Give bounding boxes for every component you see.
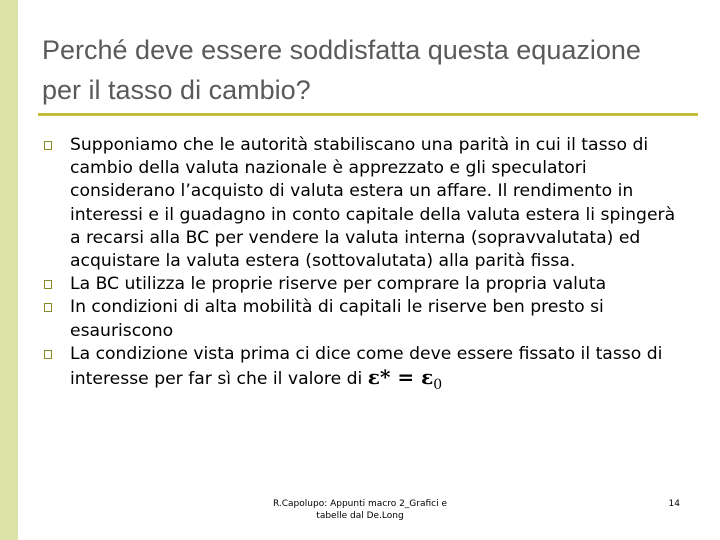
footer-credit — [240, 498, 480, 522]
bullet-text: La condizione vista prima ci dice come deve essere fissato il tasso di interesse per far sì che il valore di — [70, 343, 663, 390]
title-divider — [38, 113, 698, 116]
footer-line-1: R.Capolupo: Appunti macro 2_Grafici e — [272, 499, 448, 509]
decorative-left-bar — [0, 0, 18, 540]
bullet-list — [44, 134, 684, 397]
square-bullet-icon — [44, 280, 52, 289]
square-bullet-icon — [44, 141, 52, 150]
square-bullet-icon — [44, 350, 52, 359]
bullet-item — [44, 273, 684, 296]
math-expression — [367, 365, 443, 394]
bullet-text: In condizioni di alta mobilità di capitali le riserve ben presto si esauriscono — [70, 297, 604, 341]
square-bullet-icon — [44, 303, 52, 312]
math-subscript: 0 — [433, 377, 443, 394]
bullet-item — [44, 296, 684, 342]
page-number: 14 — [668, 499, 680, 509]
footer-line-2: tabelle dal De.Long — [316, 511, 404, 521]
math-lhs: ε* — [367, 365, 391, 390]
bullet-text: La BC utilizza le proprie riserve per comprare la propria valuta — [70, 274, 607, 295]
math-rhs: ε — [421, 365, 434, 390]
math-equals: = — [397, 365, 415, 390]
bullet-text: Supponiamo che le autorità stabiliscano una parità in cui il tasso di cambio della valuta nazionale è apprezzato e gli speculatori considerano l’acquisto di valuta estera un affare. Il rendimento in interessi e il guadagno in conto capitale della valuta estera li spingerà a recarsi alla BC per vendere la valuta interna (sopravvalutata) ed acquistare la valuta estera (sottovalutata) alla parità fissa. — [70, 135, 676, 272]
bullet-item — [44, 134, 684, 273]
slide-title: Perché deve essere soddisfatta questa equazione per il tasso di cambio? — [42, 35, 641, 105]
bullet-item — [44, 343, 684, 397]
